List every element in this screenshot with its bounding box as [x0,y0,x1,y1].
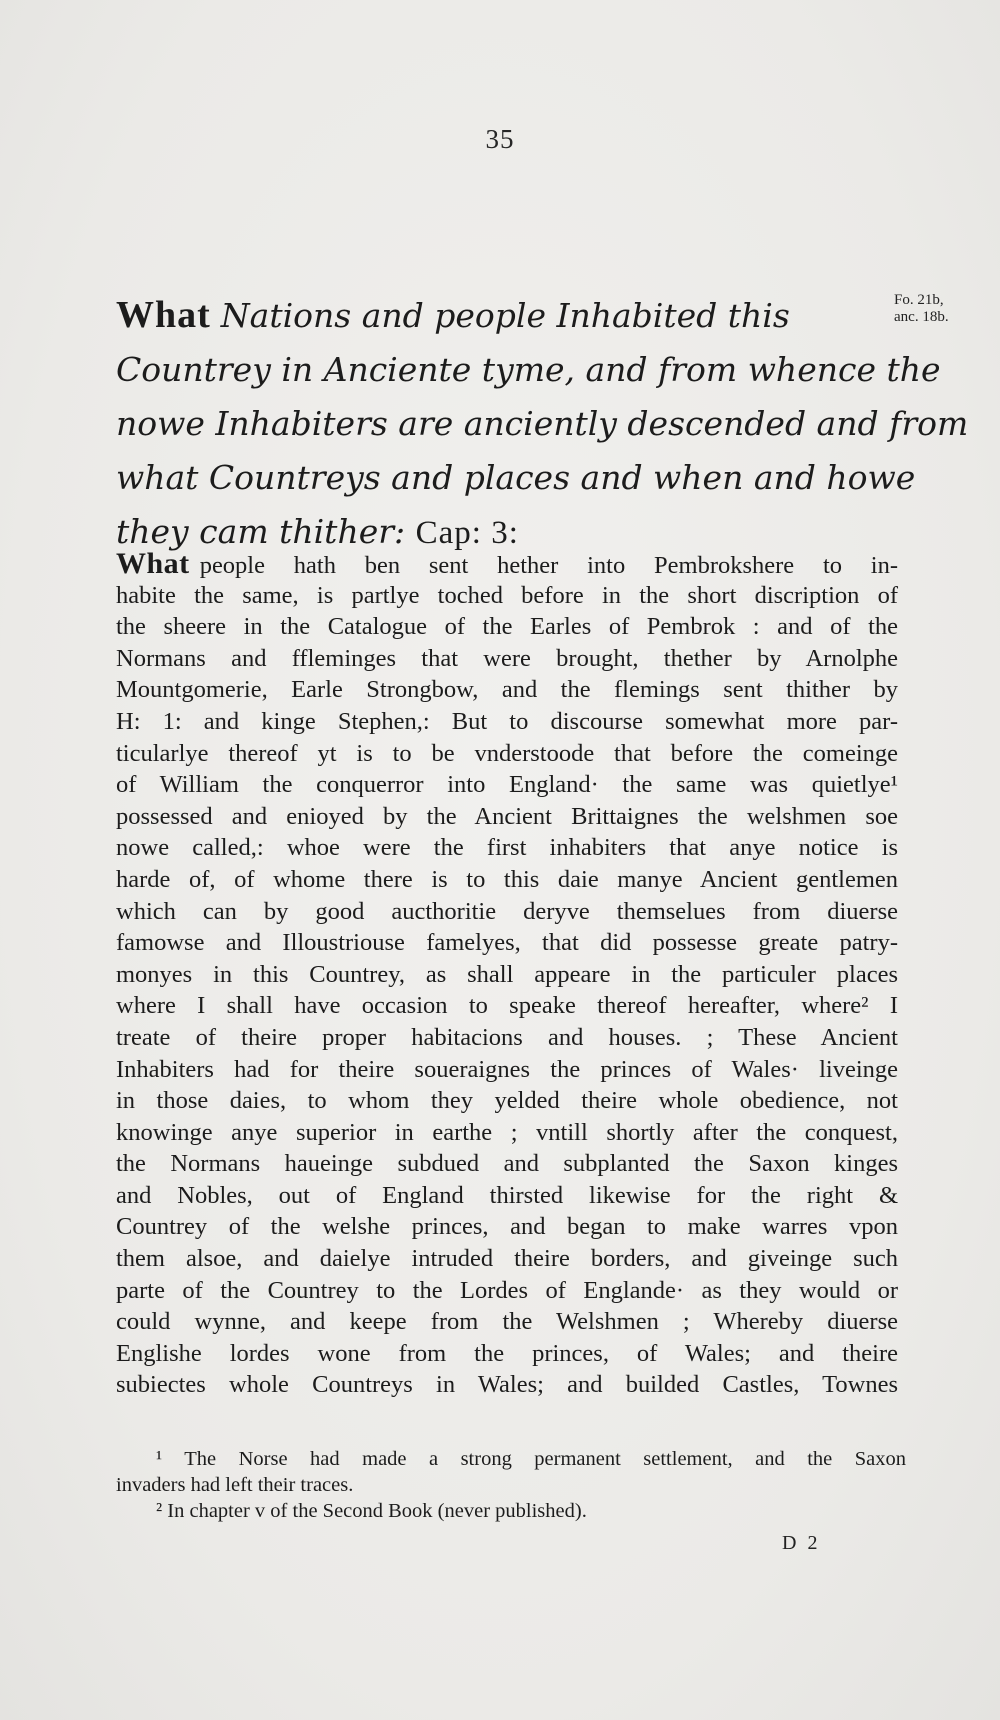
body-line: possessed and enioyed by the Ancient Brittaignes the welshmen soe [116,802,898,830]
body-line: famowse and Illoustriouse famelyes, that did possesse greate patry- [116,929,898,957]
body-line: ticularlye thereof yt is to be vnderstoode that before the comeinge [116,739,898,767]
body-line: Countrey of the welshe princes, and began to make warres vpon [116,1213,898,1241]
body-line: Mountgomerie, Earle Strongbow, and the flemings sent thither by [116,676,898,704]
heading-text-line: nowe Inhabiters are anciently descended and from [116,404,969,443]
body-paragraph [116,548,898,1401]
heading-text-line: Nations and people Inhabited this [220,296,790,335]
body-line: H: 1: and kinge Stephen,: But to discourse somewhat more par- [116,707,898,735]
body-line: of William the conquerror into England· the same was quietlye¹ [116,771,898,799]
body-line: where I shall have occasion to speake thereof hereafter, where² I [116,992,898,1020]
body-line-text: people hath ben sent hether into Pembrokshere to in- [199,552,898,579]
margin-folio-note [894,292,994,326]
footnote-2: ² In chapter v of the Second Book (never published). [156,1500,587,1522]
margin-note-line-2: anc. 18b. [894,309,949,325]
body-line [116,548,898,580]
body-line: the Normans haueinge subdued and subplanted the Saxon kinges [116,1150,898,1178]
page-number: 35 [485,124,515,154]
footnote-1-line-2: invaders had left their traces. [116,1474,354,1496]
footnote-1-line-1: ¹ The Norse had made a strong permanent settlement, and the Saxon [156,1448,906,1470]
heading-blackletter-word: What [116,294,211,336]
body-line: Normans and ffleminges that were brought, thether by Arnolphe [116,644,898,672]
chapter-label: Cap: 3: [415,515,519,551]
body-line: them alsoe, and daielye intruded theire borders, and giveinge such [116,1245,898,1273]
body-line: treate of theire proper habitacions and houses. ; These Ancient [116,1023,898,1051]
printer-signature-mark: D 2 [782,1532,821,1554]
body-line: Englishe lordes wone from the princes, of Wales; and theire [116,1339,898,1367]
body-line: subiectes whole Countreys in Wales; and builded Castles, Townes [116,1371,898,1399]
margin-note-line-1: Fo. 21b, [894,292,944,308]
heading-line-1 [116,288,896,343]
body-line: and Nobles, out of England thirsted likewise for the right & [116,1181,898,1209]
footnotes [116,1446,906,1524]
body-line: knowinge anye superior in earthe ; vntill shortly after the conquest, [116,1118,898,1146]
body-line: nowe called,: whoe were the first inhabiters that anye notice is [116,834,898,862]
body-blackletter-word: What [116,547,190,580]
body-line: Inhabiters had for theire soueraignes the princes of Wales· liveinge [116,1055,898,1083]
body-line: which can by good aucthoritie deryve themselues from diuerse [116,897,898,925]
heading-text-line: what Countreys and places and when and howe [116,458,916,497]
body-line: harde of, of whome there is to this daie manye Ancient gentlemen [116,865,898,893]
body-line: habite the same, is partlye toched before in the short discription of [116,581,898,609]
body-line: monyes in this Countrey, as shall appeare in the particuler places [116,960,898,988]
body-line: parte of the Countrey to the Lordes of Englande· as they would or [116,1276,898,1304]
body-line: could wynne, and keepe from the Welshmen ; Whereby diuerse [116,1308,898,1336]
body-line: the sheere in the Catalogue of the Earles of Pembrok : and of the [116,613,898,641]
body-line: in those daies, to whom they yelded theire whole obedience, not [116,1087,898,1115]
heading-text-line: they cam thither: [116,512,406,551]
heading-text-line: Countrey in Anciente tyme, and from whence the [116,350,941,389]
